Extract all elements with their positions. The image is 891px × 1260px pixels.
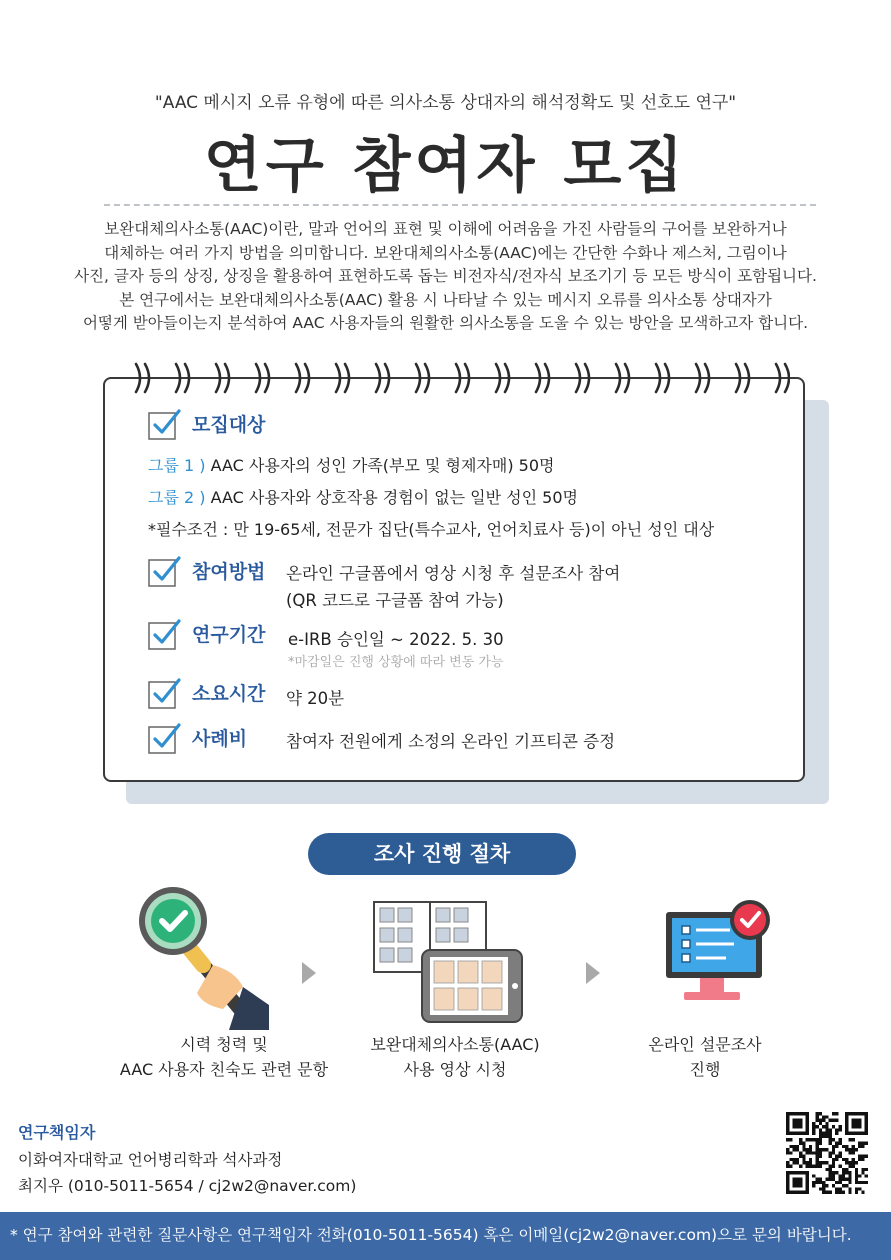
check-icon: [148, 407, 180, 439]
recruit-label: 모집대상: [192, 413, 266, 436]
step-3-line-2: 진행: [689, 1060, 721, 1079]
aac-board-icon: [372, 896, 527, 1024]
duration-value: 약 20분: [286, 689, 345, 708]
method-line-2: (QR 코드로 구글폼 참여 가능): [286, 591, 504, 610]
footer-notice: * 연구 참여와 관련한 질문사항은 연구책임자 전화(010-5011-5654) 혹은 이메일(cj2w2@naver.com)으로 문의 바랍니다.: [0, 1212, 891, 1260]
intro-line: 어떻게 받아들이는지 분석하여 AAC 사용자들의 원활한 의사소통을 도울 수 있는 방안을 모색하고자 합니다.: [82, 314, 809, 332]
group-1: [148, 453, 554, 476]
period-label: 연구기간: [192, 623, 266, 646]
duration-label: 소요시간: [192, 682, 266, 705]
check-icon: [148, 617, 180, 649]
method-section: [148, 554, 265, 586]
step-1-line-1: 시력 청력 및: [180, 1035, 268, 1054]
intro-line: 본 연구에서는 보완대체의사소통(AAC) 활용 시 나타날 수 있는 메시지 오류를 의사소통 상대자가: [119, 290, 772, 309]
group-1-text: AAC 사용자의 성인 가족(부모 및 형제자매) 50명: [205, 456, 555, 475]
step-2-line-1: 보완대체의사소통(AAC): [370, 1035, 540, 1054]
page-title: 연구 참여자 모집: [203, 131, 688, 201]
arrow-icon: [586, 962, 600, 984]
step-3-line-1: 온라인 설문조사: [648, 1035, 762, 1054]
group-2-tag: 그룹 2 ): [148, 488, 206, 507]
group-2-text: AAC 사용자와 상호작용 경험이 없는 일반 성인 50명: [205, 488, 578, 507]
monitor-survey-icon: [660, 898, 775, 1008]
investigator-contact[interactable]: 최지우 (010-5011-5654 / cj2w2@naver.com): [18, 1177, 357, 1195]
step-1-label: [84, 1032, 364, 1082]
duration-section: [148, 676, 265, 708]
group-1-tag: 그룹 1 ): [148, 456, 206, 475]
qr-code-icon[interactable]: [786, 1112, 868, 1194]
arrow-icon: [302, 962, 316, 984]
reward-value: 참여자 전원에게 소정의 온라인 기프티콘 증정: [286, 732, 616, 751]
divider: [104, 204, 816, 206]
step-2-label: [330, 1032, 580, 1082]
method-label: 참여방법: [192, 560, 266, 583]
magnifier-check-icon: [125, 885, 275, 1030]
check-icon: [148, 676, 180, 708]
step-1-line-2: AAC 사용자 친숙도 관련 문항: [119, 1060, 329, 1079]
step-3-label: [600, 1032, 810, 1082]
study-subtitle: "AAC 메시지 오류 유형에 따른 의사소통 상대자의 해석정확도 및 선호도 연구": [154, 93, 737, 113]
investigator-title: 연구책임자: [18, 1123, 96, 1142]
check-icon: [148, 721, 180, 753]
intro-line: 보완대체의사소통(AAC)이란, 말과 언어의 표현 및 이해에 어려움을 가진 사람들의 구어를 보완하거나: [104, 220, 787, 238]
period-section: [148, 617, 265, 649]
recruit-section: [148, 407, 265, 439]
period-note: *마감일은 진행 상황에 따라 변동 가능: [288, 655, 504, 670]
group-2: [148, 485, 578, 508]
investigator-affiliation: 이화여자대학교 언어병리학과 석사과정: [18, 1151, 283, 1169]
intro-line: 대체하는 여러 가지 방법을 의미합니다. 보완대체의사소통(AAC)에는 간단한 수화나 제스처, 그림이나: [104, 243, 787, 262]
reward-section: [148, 721, 247, 753]
period-value: e-IRB 승인일 ~ 2022. 5. 30: [288, 630, 504, 649]
reward-label: 사례비: [192, 727, 248, 750]
requirement: *필수조건 : 만 19-65세, 전문가 집단(특수교사, 언어치료사 등)이 아닌 성인 대상: [148, 520, 715, 539]
spiral-binding-icon: [130, 360, 790, 396]
procedure-title: 조사 진행 절차: [308, 833, 576, 875]
intro-line: 사진, 글자 등의 상징, 상징을 활용하여 표현하도록 돕는 비전자식/전자식 보조기기 등 모든 방식이 포함됩니다.: [74, 267, 817, 285]
intro-paragraph: [20, 218, 871, 336]
method-line-1: 온라인 구글폼에서 영상 시청 후 설문조사 참여: [286, 564, 621, 583]
step-2-line-2: 사용 영상 시청: [403, 1060, 507, 1079]
check-icon: [148, 554, 180, 586]
